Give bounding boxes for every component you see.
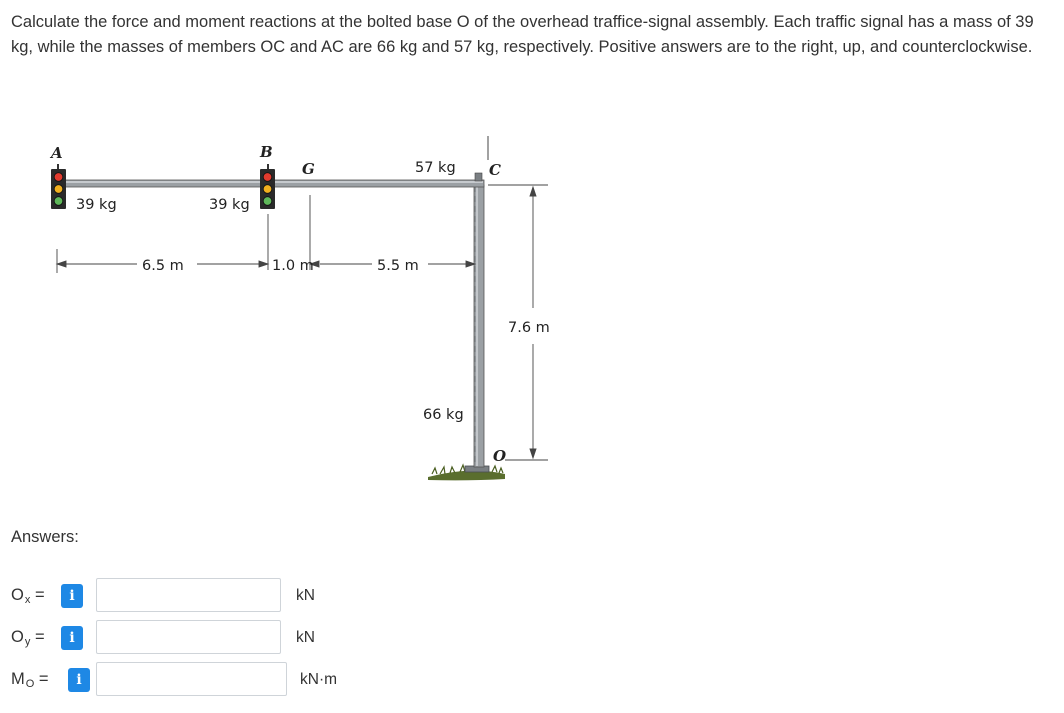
label-c: C	[489, 161, 501, 179]
oy-label: $O_y$ =	[11, 628, 45, 648]
oy-input[interactable]	[96, 620, 281, 654]
answer-row-oy	[0, 619, 400, 657]
answer-row-mo	[0, 661, 400, 699]
pole-oc	[474, 185, 484, 467]
oy-unit: kN	[296, 629, 315, 646]
dim-gc: 5.5 m	[377, 258, 419, 274]
label-a: A	[51, 144, 63, 162]
question-text: Calculate the force and moment reactions at the bolted base O of the overhead traffice-signal assembly. Each traffic signal has a mass of 39 kg, while the masses of members OC and AC are 66 kg and 57 kg, respectively. Positive answers are to the right, up, and counterclockwise.	[11, 13, 1034, 56]
ox-info-icon[interactable]: i	[61, 584, 83, 608]
mo-label: $M_O$ =	[11, 670, 49, 690]
mo-unit: kN·m	[300, 671, 338, 688]
mo-info-icon[interactable]: i	[68, 668, 90, 692]
answers-heading: Answers:	[11, 528, 79, 546]
mass-member-oc: 66 kg	[423, 407, 464, 423]
mo-input[interactable]	[96, 662, 287, 696]
label-g: G	[302, 160, 315, 178]
oy-info-icon[interactable]: i	[61, 626, 83, 650]
label-o: O	[493, 447, 507, 465]
mass-signal-b: 39 kg	[209, 197, 250, 213]
dim-bg: 1.0 m	[272, 258, 314, 274]
traffic-signal-b	[260, 164, 275, 209]
answer-row-ox	[0, 577, 400, 615]
ox-input[interactable]	[96, 578, 281, 612]
dim-ab: 6.5 m	[142, 258, 184, 274]
connector-c	[475, 173, 482, 181]
ox-unit: kN	[296, 587, 315, 604]
mass-member-ac: 57 kg	[415, 160, 456, 176]
traffic-signal-a	[51, 164, 66, 209]
label-b: B	[260, 143, 273, 161]
mass-signal-a: 39 kg	[76, 197, 117, 213]
ox-label: $O_x$ =	[11, 586, 45, 606]
dim-height: 7.6 m	[508, 320, 550, 336]
